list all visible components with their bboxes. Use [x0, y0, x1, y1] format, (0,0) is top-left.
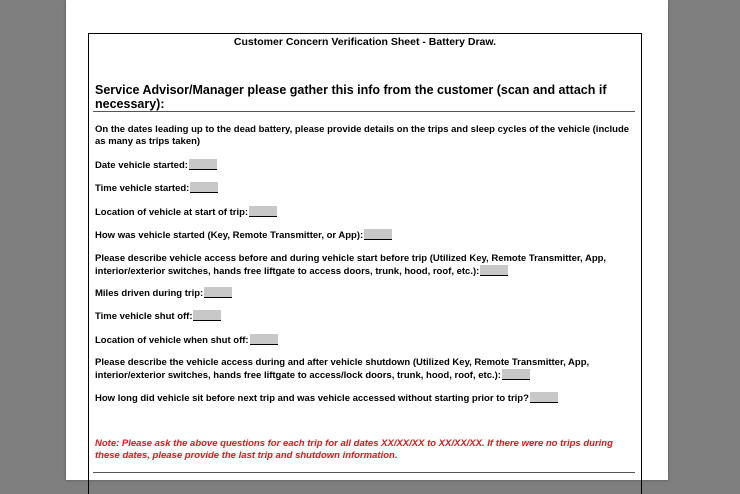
- question-label: Location of vehicle when shut off:: [95, 335, 249, 346]
- note-divider: [93, 472, 635, 473]
- question-miles-driven: [95, 287, 635, 300]
- start-location-field[interactable]: [249, 206, 277, 217]
- miles-driven-field[interactable]: [204, 287, 232, 298]
- question-access-before-start: [95, 253, 635, 278]
- question-label: Time vehicle started:: [95, 183, 190, 194]
- question-shut-off-location: [95, 334, 635, 347]
- form-frame: [88, 33, 642, 494]
- access-after-shutdown-field[interactable]: [502, 369, 530, 380]
- intro-text: On the dates leading up to the dead battery, please provide details on the trips and sleep cycles of the vehicle (include as many as trips taken): [95, 124, 630, 147]
- question-start-method: [95, 229, 635, 242]
- document-title: Customer Concern Verification Sheet - Battery Draw.: [233, 36, 497, 48]
- document-page: [66, 0, 668, 480]
- question-time-started: [95, 182, 635, 195]
- question-access-after-shutdown: [95, 357, 635, 382]
- instruction-note: Note: Please ask the above questions for each trip for all dates XX/XX/XX to XX/XX/XX. If there were no trips during these dates, please provide the last trip and shutdown information.: [95, 438, 613, 461]
- section-heading: Service Advisor/Manager please gather this info from the customer (scan and attach if necessary):: [95, 83, 607, 111]
- question-label: How long did vehicle sit before next trip and was vehicle accessed without starting prior to trip?: [95, 393, 529, 404]
- question-time-shut-off: [95, 310, 635, 323]
- time-started-field[interactable]: [190, 182, 218, 193]
- date-started-field[interactable]: [189, 159, 217, 170]
- shut-off-location-field[interactable]: [250, 334, 278, 345]
- start-method-field[interactable]: [364, 229, 392, 240]
- question-label: How was vehicle started (Key, Remote Transmitter, or App):: [95, 230, 364, 241]
- question-start-location: [95, 206, 635, 219]
- heading-divider: [93, 111, 635, 112]
- question-label: Location of vehicle at start of trip:: [95, 207, 249, 218]
- question-sit-duration: [95, 392, 635, 405]
- question-label: Miles driven during trip:: [95, 288, 204, 299]
- question-label: Time vehicle shut off:: [95, 311, 193, 322]
- question-label: Please describe vehicle access before and during vehicle start before trip (Utilized Key, Remote Transmitter, App, interior/exterior switches, hands free liftgate to access doors, trunk, hood, roof, etc.):: [95, 253, 607, 277]
- question-date-started: [95, 159, 635, 172]
- access-before-start-field[interactable]: [480, 265, 508, 276]
- sit-duration-field[interactable]: [530, 392, 558, 403]
- time-shut-off-field[interactable]: [193, 310, 221, 321]
- question-label: Date vehicle started:: [95, 160, 188, 171]
- question-label: Please describe the vehicle access during and after vehicle shutdown (Utilized Key, Remote Transmitter, App, interior/exterior switches, hands free liftgate to access/lock doors, trunk, hood, roof, etc.):: [95, 357, 590, 381]
